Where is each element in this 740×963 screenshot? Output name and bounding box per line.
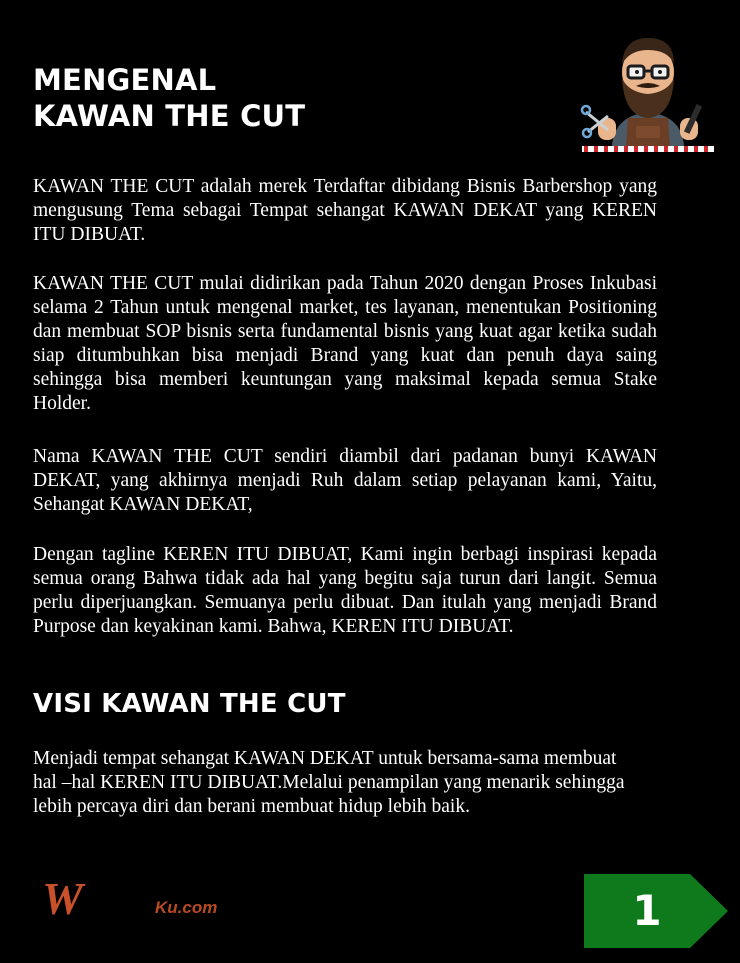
intro-paragraph-2: KAWAN THE CUT mulai didirikan pada Tahun 2020 dengan Proses Inkubasi selama 2 Tahun untuk mengenal market, tes layanan, menentukan Positioning dan membuat SOP bisnis serta fundamental bisnis yang kuat agar ketika sudah siap ditumbuhkan bisa menjadi Brand yang kuat dan penuh daya saing sehingga bisa memberi keuntungan yang maksimal kepada semua Stake Holder. (33, 273, 657, 414)
visi-paragraph: Menjadi tempat sehangat KAWAN DEKAT untuk bersama-sama membuat hal –hal KEREN ITU DIBUAT.Melalui penampilan yang menarik sehingga lebih percaya diri dan berani membuat hidup lebih baik. (33, 748, 625, 817)
logo-suffix: Ku.com (155, 898, 218, 917)
intro-paragraph-4: Dengan tagline KEREN ITU DIBUAT, Kami ingin berbagi inspirasi kepada semua orang Bahwa tidak ada hal yang begitu saja turun dari langit. Semua perlu diperjuangkan. Semuanya perlu dibuat. Dan itulah yang menjadi Brand Purpose dan keyakinan kami. Bahwa, KEREN ITU DIBUAT. (33, 544, 657, 637)
page-title (33, 62, 305, 134)
intro-paragraph-3: Nama KAWAN THE CUT sendiri diambil dari padanan bunyi KAWAN DEKAT, yang akhirnya menjadi Ruh dalam setiap pelayanan kami, Yaitu, Sehangat KAWAN DEKAT, (33, 446, 657, 515)
page-title-line-1: MENGENAL (33, 63, 217, 97)
barber-mascot-icon (578, 32, 718, 154)
visi-heading: VISI KAWAN THE CUT (33, 689, 346, 719)
page-number: 1 (632, 886, 662, 935)
intro-paragraph-1: KAWAN THE CUT adalah merek Terdaftar dibidang Bisnis Barbershop yang mengusung Tema sebagai Tempat sehangat KAWAN DEKAT yang KEREN ITU DIBUAT. (33, 176, 657, 245)
logo-letter: W (42, 873, 83, 924)
page-title-line-2: KAWAN THE CUT (33, 99, 306, 133)
